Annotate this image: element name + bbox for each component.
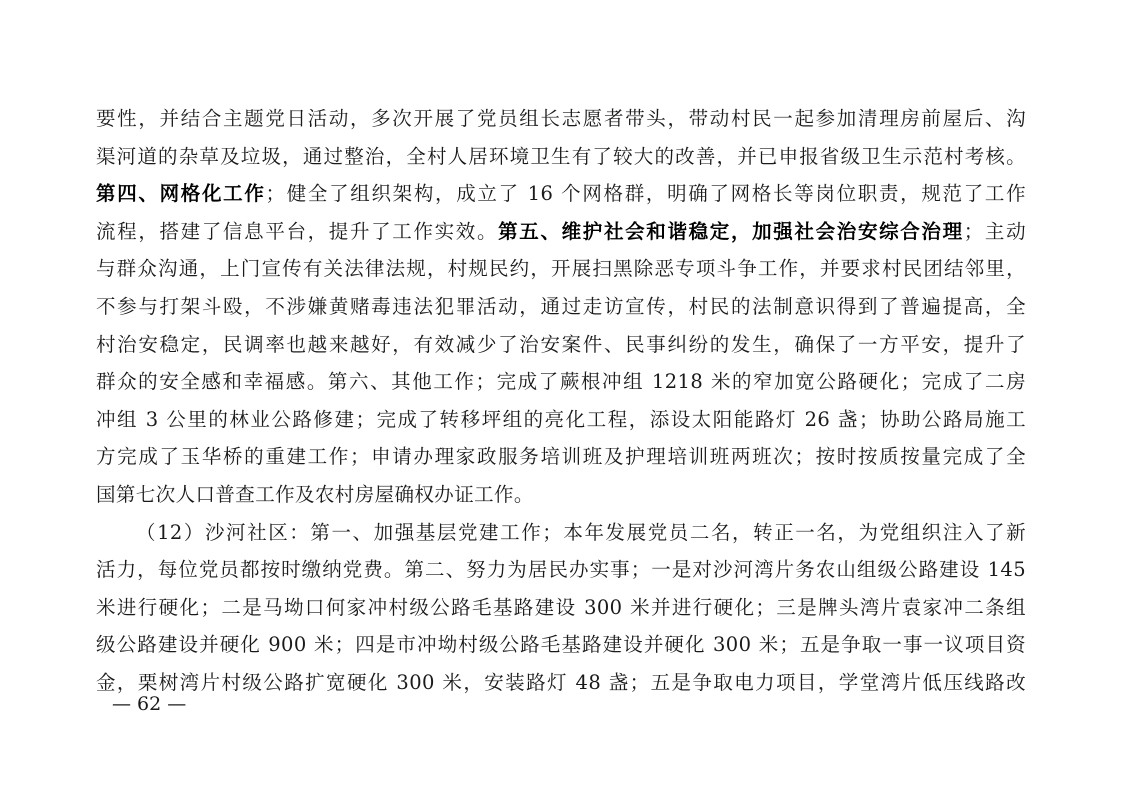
- text-line: [96, 288, 1026, 326]
- text-segment: 要性，并结合主题党日活动，多次开展了党员组长志愿者带头，带动村民一起参加清理房前屋后、沟: [96, 107, 1026, 130]
- text-line: [96, 138, 1026, 176]
- text-line: [96, 100, 1026, 138]
- text-segment: 米进行硬化；二是马坳口何家冲村级公路毛基路建设 300 米并进行硬化；三是牌头湾片袁家冲二条组: [96, 595, 1026, 619]
- text-line: [96, 401, 1026, 439]
- text-segment: （12）沙河社区：第一、加强基层党建工作；本年发展党员二名，转正一名，为党组织注入了新: [136, 520, 1026, 544]
- section-heading-grid-work: 第四、网格化工作: [96, 182, 266, 206]
- text-segment: 不参与打架斗殴，不涉嫌黄赌毒违法犯罪活动，通过走访宣传，村民的法制意识得到了普遍提高，全: [96, 294, 1026, 318]
- text-segment: ；主动: [963, 219, 1026, 243]
- text-line: [96, 250, 1026, 288]
- text-segment: 冲组 3 公里的林业公路修建；完成了转移坪组的亮化工程，添设太阳能路灯 26 盏；协助公路局施工: [96, 407, 1026, 431]
- text-segment: 渠河道的杂草及垃圾，通过整治，全村人居环境卫生有了较大的改善，并已申报省级卫生示范村考核。: [96, 144, 1026, 168]
- text-line: [96, 476, 1026, 514]
- text-line: [96, 326, 1026, 364]
- text-line: [96, 363, 1026, 401]
- text-line: [96, 664, 1026, 702]
- text-line: [96, 551, 1026, 589]
- text-segment: 级公路建设并硬化 900 米；四是市冲坳村级公路毛基路建设并硬化 300 米；五是争取一事一议项目资: [96, 633, 1026, 657]
- text-line: [96, 589, 1026, 627]
- text-line: [96, 438, 1026, 476]
- document-page: [96, 100, 1026, 702]
- text-segment: 村治安稳定，民调率也越来越好，有效减少了治安案件、民事纠纷的发生，确保了一方平安，提升了: [96, 332, 1026, 356]
- text-line: [96, 626, 1026, 664]
- text-line: [96, 175, 1026, 213]
- text-segment: 金，栗树湾片村级公路扩宽硬化 300 米，安装路灯 48 盏；五是争取电力项目，学堂湾片低压线路改: [96, 670, 1026, 694]
- text-segment: ；健全了组织架构，成立了 16 个网格群，明确了网格长等岗位职责，规范了工作: [265, 182, 1026, 206]
- page-number: — 62 —: [112, 693, 187, 715]
- text-segment: 与群众沟通，上门宣传有关法律法规，村规民约，开展扫黑除恶专项斗争工作，并要求村民团结邻里，: [96, 257, 1026, 281]
- text-line: [96, 514, 1026, 552]
- text-line: [96, 213, 1026, 251]
- text-segment: 流程，搭建了信息平台，提升了工作实效。: [96, 219, 499, 243]
- text-segment: 方完成了玉华桥的重建工作；申请办理家政服务培训班及护理培训班两班次；按时按质按量完成了全: [96, 445, 1026, 469]
- text-segment: 国第七次人口普查工作及农村房屋确权办证工作。: [96, 482, 534, 506]
- text-segment: 群众的安全感和幸福感。第六、其他工作；完成了蕨根冲组 1218 米的窄加宽公路硬化；完成了二房: [96, 370, 1026, 394]
- text-segment: 活力，每位党员都按时缴纳党费。第二、努力为居民办实事；一是对沙河湾片务农山组级公路建设 145: [96, 558, 1026, 582]
- section-heading-social-stability: 第五、维护社会和谐稳定，加强社会治安综合治理: [498, 219, 964, 243]
